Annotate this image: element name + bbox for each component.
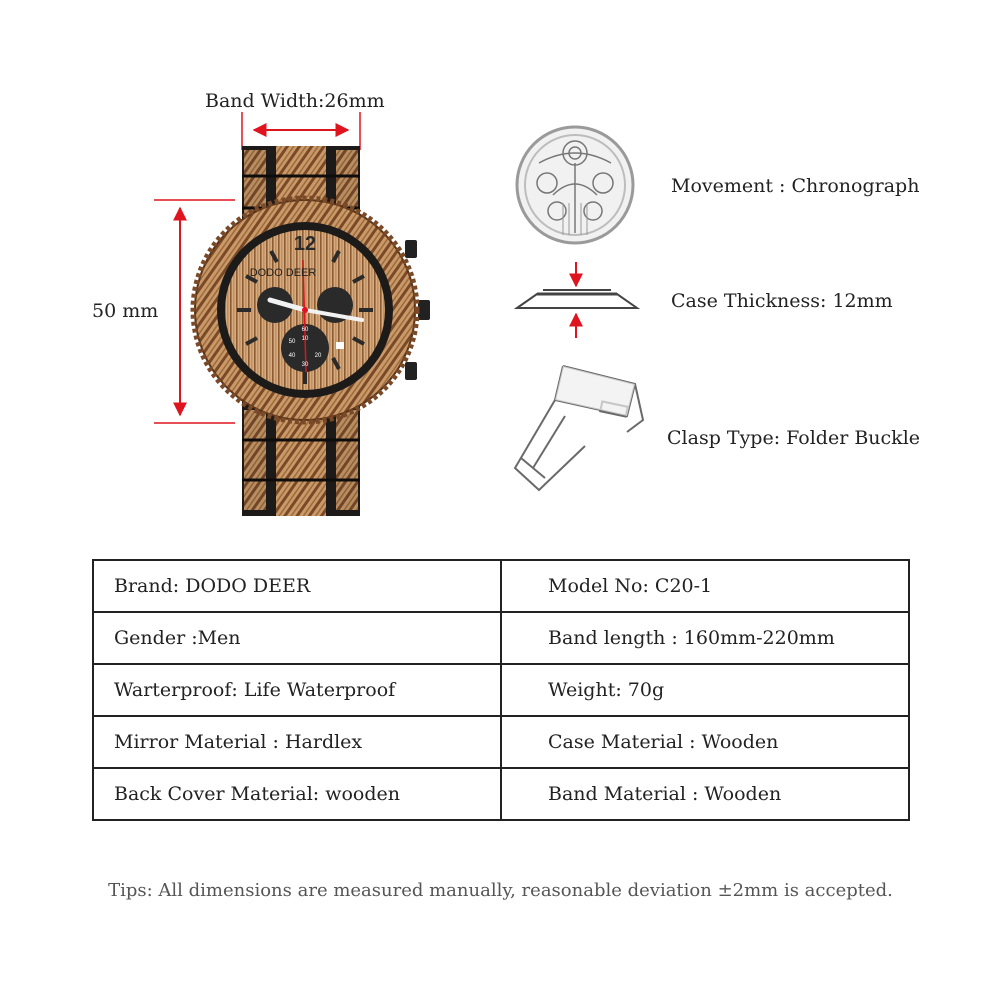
table-row [93, 716, 909, 768]
spec-cell: Brand: DODO DEER [93, 560, 501, 612]
spec-cell: Gender :Men [93, 612, 501, 664]
spec-cell: Band Material : Wooden [501, 768, 909, 820]
spec-cell: Warterproof: Life Waterproof [93, 664, 501, 716]
case-height-label: 50 mm [92, 300, 159, 322]
subdial-number: 40 [288, 353, 296, 359]
date-window [336, 342, 344, 349]
crown [418, 300, 430, 320]
tips-note: Tips: All dimensions are measured manually, reasonable deviation ±2mm is accepted. [108, 880, 893, 901]
watch-illustration [140, 110, 440, 520]
subdial-number: 60 [301, 327, 309, 333]
subdial-number: 20 [314, 353, 322, 359]
clasp-icon [505, 358, 653, 498]
spec-cell: Band length : 160mm-220mm [501, 612, 909, 664]
spec-cell: Back Cover Material: wooden [93, 768, 501, 820]
table-row [93, 560, 909, 612]
dial-number-12: 12 [293, 233, 317, 255]
spec-cell: Mirror Material : Hardlex [93, 716, 501, 768]
spec-cell: Model No: C20-1 [501, 560, 909, 612]
subdial-number: 30 [301, 362, 309, 368]
movement-icon [513, 123, 637, 247]
band-width-label: Band Width:26mm [205, 90, 385, 112]
dial-brand: DODO DEER [249, 267, 317, 279]
movement-label: Movement : Chronograph [671, 175, 920, 197]
case-thickness-label: Case Thickness: 12mm [671, 290, 893, 312]
spec-cell: Case Material : Wooden [501, 716, 909, 768]
clasp-label: Clasp Type: Folder Buckle [667, 427, 921, 449]
table-row [93, 664, 909, 716]
case-thickness-icon [513, 258, 641, 342]
table-row [93, 612, 909, 664]
subdial-number: 50 [288, 339, 296, 345]
table-row [93, 768, 909, 820]
pusher-top [405, 240, 417, 258]
spec-table [92, 559, 910, 821]
pusher-bottom [405, 362, 417, 380]
spec-cell: Weight: 70g [501, 664, 909, 716]
subdial-number: 10 [301, 336, 309, 342]
